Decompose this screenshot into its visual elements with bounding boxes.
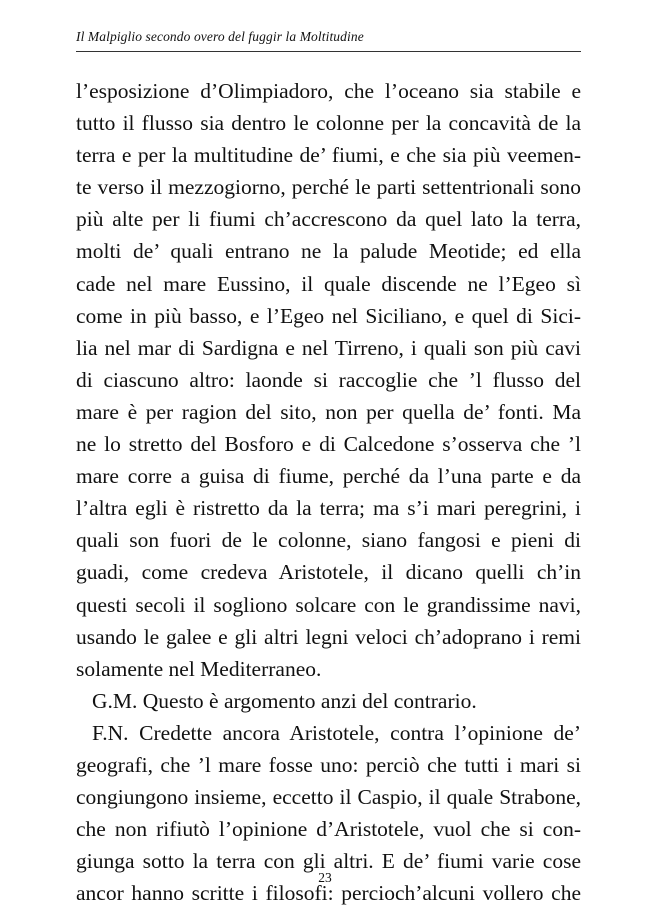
text-line-1: l’esposizione d’Olimpiadoro, che l’oceano sia stabile e (76, 79, 581, 103)
text-line-19: solamente nel Mediterraneo. (76, 656, 322, 681)
text-line-20: G.M. Questo è argomento anzi del contrario. (92, 688, 477, 713)
text-line-7: cade nel mare Eussino, il quale discende ne l’Egeo sì (76, 271, 581, 296)
text-line-2: tutto il flusso sia dentro le colonne per la concavità de la (76, 111, 581, 136)
text-line-8: come in più basso, e l’Egeo nel Siciliano, e quel di Sici- (76, 303, 581, 328)
page-number: 23 (318, 870, 332, 885)
text-line-14: l’altra egli è ristretto da la terra; ma s’i mari peregrini, i (76, 496, 581, 521)
text-line-13: mare corre a guisa di fiume, perché da l’una parte e da (76, 464, 581, 489)
text-line-17: questi secoli il sogliono solcare con le grandissime navi, (76, 592, 581, 617)
body-text (76, 75, 581, 909)
text-line-16: guadi, come credeva Aristotele, il dicano quelli ch’in (76, 560, 581, 585)
text-line-22: geografi, che ’l mare fosse uno: perciò che tutti i mari si (76, 752, 581, 777)
text-line-18: usando le galee e gli altri legni veloci ch’adoprano i remi (76, 624, 581, 649)
text-line-26: ancor hanno scritte i filosofi: percioch’alcuni vollero che (76, 881, 581, 906)
text-line-15: quali son fuori de le colonne, siano fangosi e pieni di (76, 528, 581, 553)
text-line-25: giunga sotto la terra con gli altri. E de’ fiumi varie cose (76, 849, 581, 874)
text-line-11: mare è per ragion del sito, non per quella de’ fonti. Ma (76, 399, 581, 424)
text-line-12: ne lo stretto del Bosforo e di Calcedone s’osserva che ’l (76, 432, 581, 457)
text-line-21: F.N. Credette ancora Aristotele, contra l’opinione de’ (92, 720, 581, 745)
header-rule (76, 51, 581, 52)
text-line-10: di ciascuno altro: laonde si raccoglie che ’l flusso del (76, 367, 581, 392)
text-line-4: te verso il mezzogiorno, perché le parti settentrionali sono (76, 175, 581, 200)
text-line-6: molti de’ quali entrano ne la palude Meotide; ed ella (76, 239, 581, 264)
text-line-23: congiungono insieme, eccetto il Caspio, il quale Strabone, (76, 785, 581, 810)
text-line-3: terra e per la multitudine de’ fiumi, e che sia più veemen- (76, 143, 581, 168)
text-line-24: che non rifiutò l’opinione d’Aristotele, vuol che si con- (76, 817, 581, 842)
text-line-9: lia nel mar di Sardigna e nel Tirreno, i quali son più cavi (76, 335, 581, 360)
text-line-5: più alte per li fiumi ch’accrescono da quel lato la terra, (76, 207, 581, 232)
running-title: Il Malpiglio secondo overo del fuggir la Moltitudine (76, 29, 364, 44)
